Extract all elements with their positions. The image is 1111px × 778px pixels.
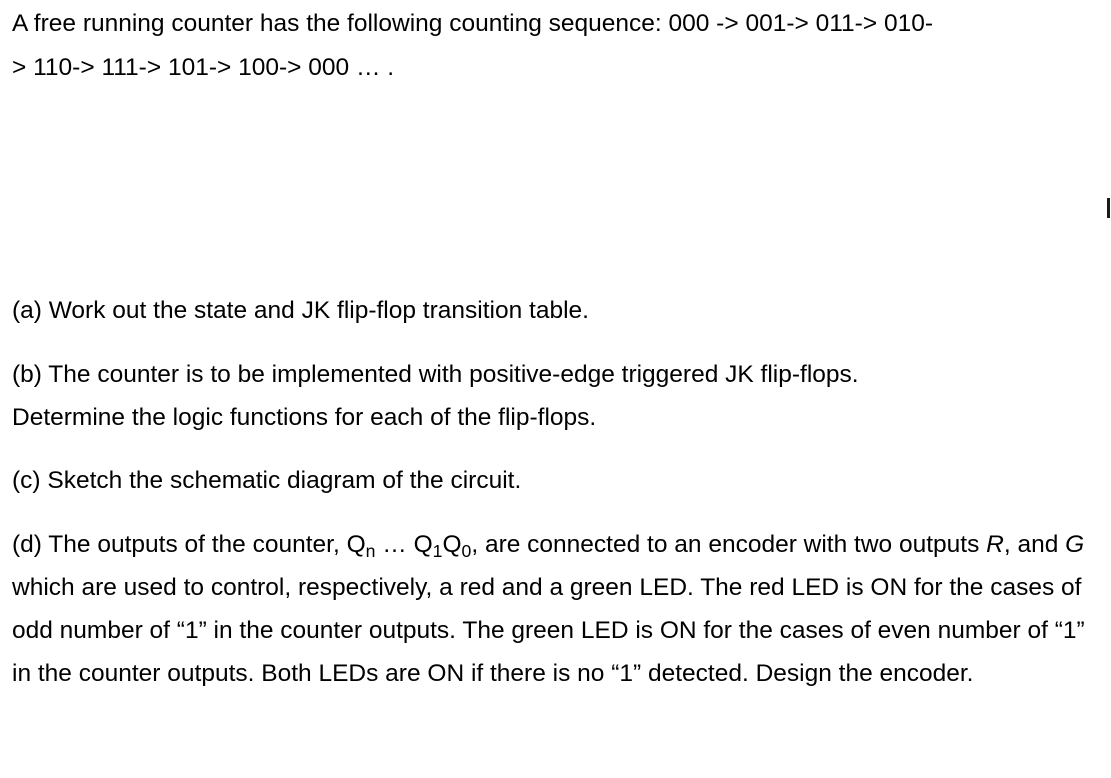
part-d-paragraph [12,523,1102,695]
subscript-0: 0 [461,540,472,561]
text-cursor-mark [1107,198,1110,218]
part-b-line-2: Determine the logic functions for each of the flip-flops. [12,404,597,431]
intro-line-1: A free running counter has the following counting sequence: 000 -> 001-> 011-> 010- [12,10,933,37]
part-d-seg-1: (d) The outputs of the counter, Q [12,531,366,558]
part-b-paragraph [12,353,1102,439]
part-a-text: (a) Work out the state and JK flip-flop transition table. [12,297,589,324]
intro-paragraph [12,2,1102,90]
subscript-1: 1 [432,540,443,561]
intro-line-2: > 110-> 111-> 101-> 100-> 000 … . [12,54,395,81]
part-d-seg-2: … Q [375,531,433,558]
part-b-line-1: (b) The counter is to be implemented with positive-edge triggered JK flip-flops. [12,361,859,388]
part-d-seg-4: , are connected to an encoder with two outputs [471,531,987,558]
variable-r: R [986,531,1004,558]
part-d-seg-5: , and [1003,531,1066,558]
part-c-text: (c) Sketch the schematic diagram of the circuit. [12,467,522,494]
variable-g: G [1065,531,1085,558]
part-d-seg-3: Q [442,531,462,558]
part-d-seg-6: which are used to control, respectively, a red and a green LED. The red LED is ON for the cases of odd number of “1” in the counter outputs. The green LED is ON for the cases of even number of “1” in the counter outputs. Both LEDs are ON if there is no “1” detected. Design the encoder. [12,574,1085,687]
subscript-n: n [365,540,376,561]
